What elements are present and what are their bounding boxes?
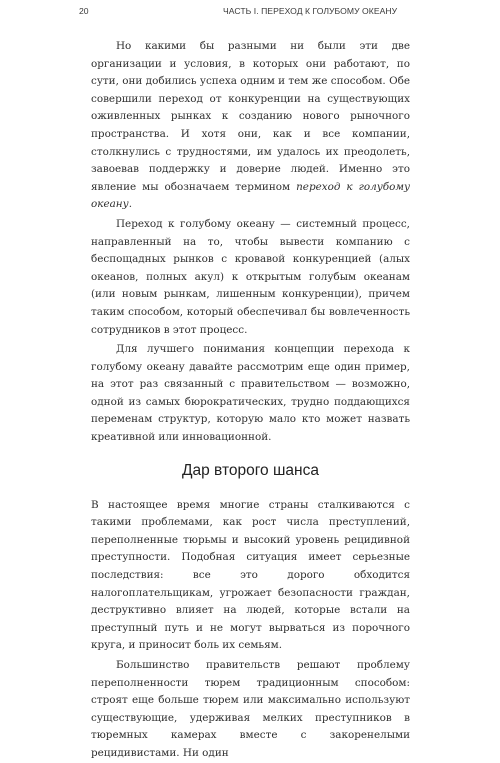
running-header <box>79 6 424 20</box>
page-number: 20 <box>79 6 89 16</box>
paragraph: Для лучшего понимания концепции перехода к голубому океану давайте рассмотрим еще один пример, на этот раз связанный с правительством — возможно, одной из самых бюрократических, трудно поддающихся переменам структур, которую мало кто может назвать креативной или инновационной. <box>91 343 410 444</box>
body-text <box>91 38 410 763</box>
paragraph: Но какими бы разными ни были эти две организации и условия, в которых они работают, по сути, они добились успеха одним и тем же способом. Обе совершили переход от конкуренции на существующих оживленных рынках к созданию нового рыночного пространства. И хотя они, как и все компании, столкнулись с трудностями, им удалось их преодолеть, завоевав поддержку и доверие людей. Именно это явление мы обозначаем термином переход к голубому океану. <box>91 40 411 211</box>
paragraph: Большинство правительств решают проблему переполненности тюрем традиционным способом: строят еще больше тюрем или максимально используют существующие, удерживая мелких преступников в тюремных камерах вместе с закоренелыми рецидивистами. Ни один <box>91 659 410 759</box>
paragraph: Переход к голубому океану — системный процесс, направленный на то, чтобы вывести компанию с беспощадных рынков с кровавой конкуренцией (алых океанов, полных акул) к открытым голубым океанам (или новым рынкам, лишенным конкуренции), причем таким способом, который обеспечивал бы вовлеченность сотрудников в этот процесс. <box>91 217 410 336</box>
emphasized-term: переход к голубому океану <box>91 180 411 211</box>
running-title: ЧАСТЬ I. ПЕРЕХОД К ГОЛУБОМУ ОКЕАНУ <box>223 6 398 16</box>
section-heading: Дар второго шанса <box>182 461 319 479</box>
paragraph: В настоящее время многие страны сталкиваются с такими проблемами, как рост числа преступлений, переполненные тюрьмы и высокий уровень рецидивной преступности. Подобная ситуация имеет серьезные последствия: все это дорого обходится налогоплательщикам, угрожает безопасности граждан, деструктивно влияет на людей, которые встали на преступный путь и не могут вырваться из порочного круга, и приносит боль их семьям. <box>91 498 410 652</box>
